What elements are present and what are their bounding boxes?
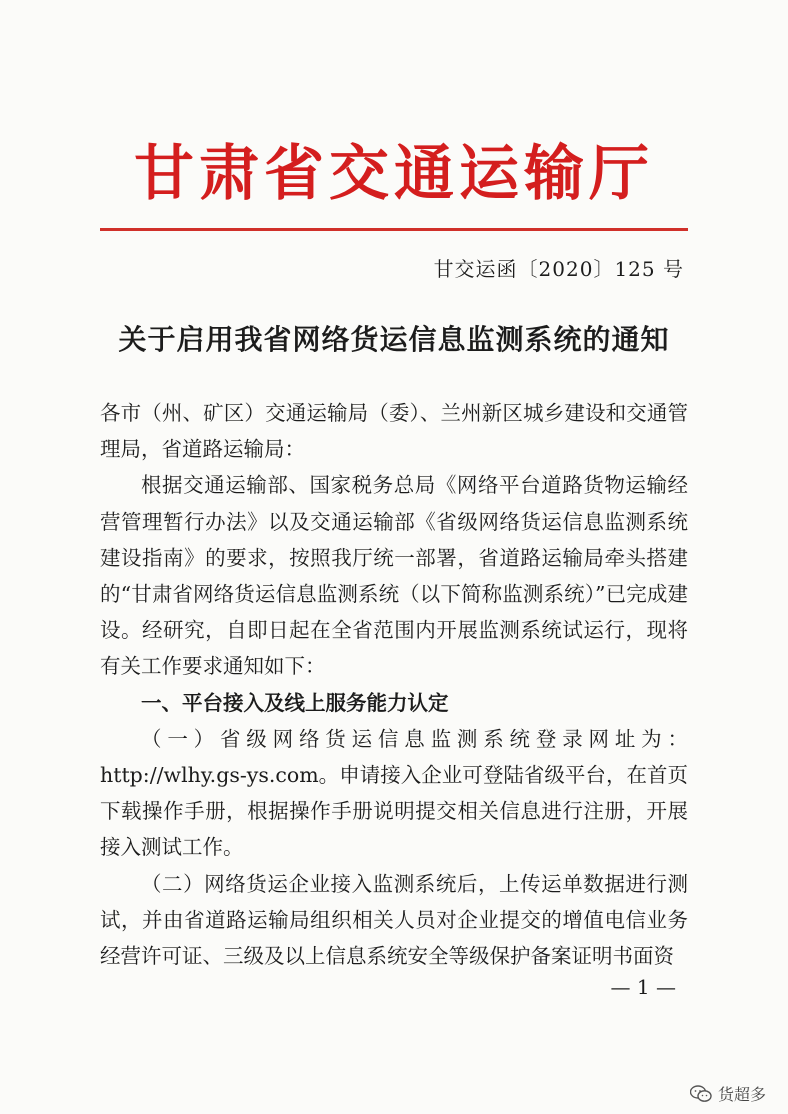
wechat-icon [690, 1085, 712, 1103]
red-divider [100, 228, 688, 231]
body-text [100, 395, 688, 974]
page-number: — 1 — [610, 975, 676, 999]
section-heading-1: 一、平台接入及线上服务能力认定 [141, 690, 449, 715]
document-number: 甘交运函〔2020〕125 号 [433, 257, 684, 281]
watermark-text: 货超多 [717, 1085, 766, 1104]
intro-paragraph: 根据交通运输部、国家税务总局《网络平台道路货物运输经营管理暂行办法》以及交通运输部《省级网络货运信息监测系统建设指南》的要求，按照我厅统一部署，省道路运输局牵头搭建的“甘肃省网络货运信息监测系统（以下简称监测系统）”已完成建设。经研究，自即日起在全省范围内开展监测系统试运行，现将有关工作要求通知如下： [100, 473, 688, 679]
item-1-paragraph: （一）省级网络货运信息监测系统登录网址为：http://wlhy.gs-ys.com。申请接入企业可登陆省级平台，在首页下载操作手册，根据操作手册说明提交相关信息进行注册，开展接入测试工作。 [100, 726, 688, 860]
wechat-watermark [690, 1082, 766, 1105]
org-header-title: 甘肃省交通运输厅 [134, 139, 654, 209]
addressee-paragraph: 各市（州、矿区）交通运输局（委）、兰州新区城乡建设和交通管理局，省道路运输局： [100, 401, 688, 462]
item-2-paragraph: （二）网络货运企业接入监测系统后，上传运单数据进行测试，并由省道路运输局组织相关人员对企业提交的增值电信业务经营许可证、三级及以上信息系统安全等级保护备案证明书面资 [100, 871, 688, 969]
notice-title: 关于启用我省网络货运信息监测系统的通知 [118, 323, 670, 356]
